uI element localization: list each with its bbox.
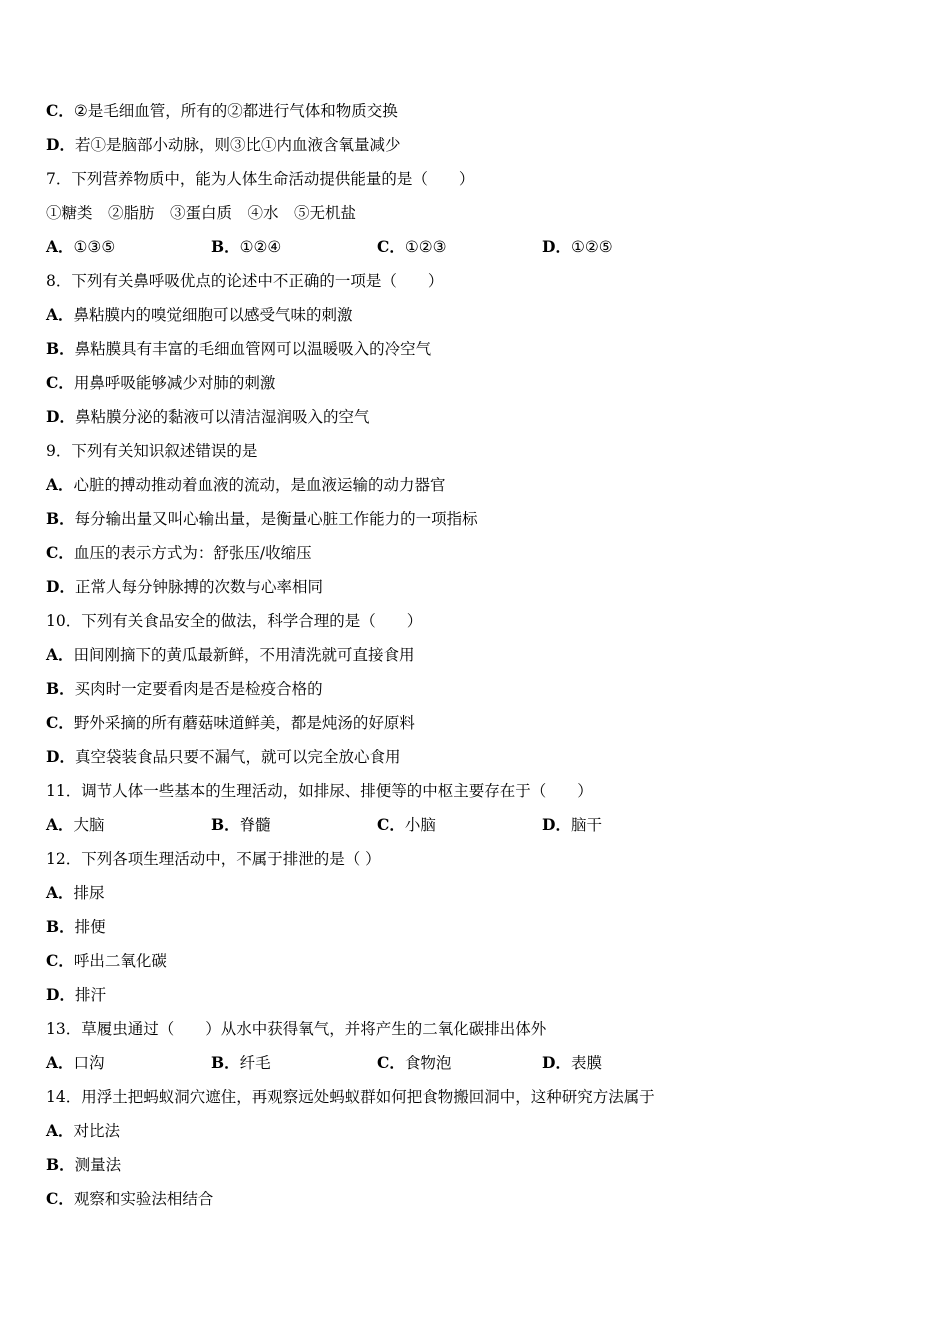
option-text: 大脑 <box>73 816 105 834</box>
option-a <box>46 237 115 257</box>
option-label: C． <box>46 1189 74 1208</box>
answer-option <box>46 101 398 121</box>
line-text: 7．下列营养物质中，能为人体生命活动提供能量的是（ ） <box>46 170 475 188</box>
option-label: B． <box>46 509 75 528</box>
answer-option <box>46 509 478 529</box>
option-row <box>46 815 766 835</box>
line-text: ①糖类 ②脂肪 ③蛋白质 ④水 ⑤无机盐 <box>46 204 357 222</box>
question-text <box>46 1019 546 1039</box>
line-text: 每分输出量又叫心输出量，是衡量心脏工作能力的一项指标 <box>74 510 478 528</box>
line-text: 对比法 <box>73 1122 121 1140</box>
option-label: C． <box>377 1053 405 1072</box>
option-b <box>211 815 271 835</box>
option-text: 表膜 <box>570 1054 602 1072</box>
option-row <box>46 237 766 257</box>
option-b <box>211 1053 271 1073</box>
option-row <box>46 1053 766 1073</box>
option-c <box>377 815 436 835</box>
line-text: 若①是脑部小动脉，则③比①内血液含氧量减少 <box>74 136 401 154</box>
option-label: C． <box>46 373 74 392</box>
question-text <box>46 849 381 869</box>
option-label: C． <box>377 237 405 256</box>
line-text: 鼻粘膜具有丰富的毛细血管网可以温暖吸入的冷空气 <box>74 340 432 358</box>
option-label: C． <box>46 713 74 732</box>
option-c <box>377 1053 451 1073</box>
answer-option <box>46 645 415 665</box>
option-label: D． <box>542 1053 571 1072</box>
option-text: 脊髓 <box>239 816 271 834</box>
option-label: D． <box>46 747 75 766</box>
line-text: 田间刚摘下的黄瓜最新鲜，不用清洗就可直接食用 <box>73 646 415 664</box>
answer-option <box>46 917 106 937</box>
option-text: ①②⑤ <box>570 238 613 256</box>
option-label: D． <box>46 985 75 1004</box>
option-label: C． <box>46 101 74 120</box>
line-text: 14．用浮土把蚂蚁洞穴遮住，再观察远处蚂蚁群如何把食物搬回洞中，这种研究方法属于 <box>46 1088 655 1106</box>
option-text: 纤毛 <box>239 1054 271 1072</box>
option-text: 食物泡 <box>404 1054 452 1072</box>
option-label: C． <box>377 815 405 834</box>
option-label: B． <box>211 815 240 834</box>
question-text <box>46 441 257 461</box>
answer-option <box>46 475 446 495</box>
option-label: B． <box>46 679 75 698</box>
answer-option <box>46 985 106 1005</box>
line-text: 测量法 <box>74 1156 122 1174</box>
answer-option <box>46 407 369 427</box>
line-text: 排汗 <box>74 986 106 1004</box>
question-text <box>46 611 422 631</box>
option-label: A． <box>46 237 74 256</box>
option-text: 口沟 <box>73 1054 105 1072</box>
line-text: 鼻粘膜内的嗅觉细胞可以感受气味的刺激 <box>73 306 353 324</box>
line-text: 正常人每分钟脉搏的次数与心率相同 <box>74 578 323 596</box>
answer-option <box>46 1155 121 1175</box>
option-label: B． <box>46 1155 75 1174</box>
answer-option <box>46 713 415 733</box>
option-label: C． <box>46 543 74 562</box>
line-text: 心脏的搏动推动着血液的流动，是血液运输的动力器官 <box>73 476 446 494</box>
line-text: 11．调节人体一些基本的生理活动，如排尿、排便等的中枢主要存在于（ ） <box>46 782 593 800</box>
line-text: 排便 <box>74 918 106 936</box>
option-label: A． <box>46 475 74 494</box>
answer-option <box>46 135 400 155</box>
line-text: 用鼻呼吸能够减少对肺的刺激 <box>73 374 276 392</box>
option-label: D． <box>542 237 571 256</box>
option-label: A． <box>46 305 74 324</box>
option-text: 脑干 <box>570 816 602 834</box>
option-label: A． <box>46 883 74 902</box>
answer-option <box>46 883 105 903</box>
option-a <box>46 1053 105 1073</box>
line-text: ②是毛细血管，所有的②都进行气体和物质交换 <box>73 102 398 120</box>
answer-option <box>46 305 353 325</box>
line-text: 血压的表示方式为：舒张压/收缩压 <box>73 544 312 562</box>
answer-option <box>46 543 312 563</box>
option-label: A． <box>46 815 74 834</box>
option-text: ①②③ <box>404 238 447 256</box>
line-text: 鼻粘膜分泌的黏液可以清洁湿润吸入的空气 <box>74 408 370 426</box>
answer-option <box>46 1121 120 1141</box>
answer-option <box>46 577 323 597</box>
answer-option <box>46 679 323 699</box>
line-text: 10．下列有关食品安全的做法，科学合理的是（ ） <box>46 612 423 630</box>
line-text: 排尿 <box>73 884 105 902</box>
option-label: D． <box>46 407 75 426</box>
option-label: D． <box>46 135 75 154</box>
answer-option <box>46 951 167 971</box>
line-text: 13．草履虫通过（ ）从水中获得氧气，并将产生的二氧化碳排出体外 <box>46 1020 547 1038</box>
answer-option <box>46 747 400 767</box>
line-text: 9．下列有关知识叙述错误的是 <box>46 442 258 460</box>
option-c <box>377 237 447 257</box>
option-label: B． <box>211 237 240 256</box>
option-label: A． <box>46 1121 74 1140</box>
question-text <box>46 271 443 291</box>
answer-option <box>46 1189 213 1209</box>
option-label: B． <box>211 1053 240 1072</box>
option-label: C． <box>46 951 74 970</box>
question-text <box>46 781 593 801</box>
line-text: 观察和实验法相结合 <box>73 1190 214 1208</box>
option-label: A． <box>46 1053 74 1072</box>
line-text: 12．下列各项生理活动中，不属于排泄的是（ ） <box>46 850 381 868</box>
question-text <box>46 169 474 189</box>
line-text: 呼出二氧化碳 <box>73 952 167 970</box>
option-label: B． <box>46 917 75 936</box>
line-text: 买肉时一定要看肉是否是检疫合格的 <box>74 680 323 698</box>
option-text: ①②④ <box>239 238 282 256</box>
option-d <box>542 815 602 835</box>
answer-option <box>46 339 431 359</box>
line-text: 8．下列有关鼻呼吸优点的论述中不正确的一项是（ ） <box>46 272 444 290</box>
question-text <box>46 203 356 223</box>
option-text: 小脑 <box>404 816 436 834</box>
line-text: 真空袋装食品只要不漏气，就可以完全放心食用 <box>74 748 401 766</box>
option-label: B． <box>46 339 75 358</box>
option-label: D． <box>542 815 571 834</box>
question-text <box>46 1087 655 1107</box>
answer-option <box>46 373 275 393</box>
option-text: ①③⑤ <box>73 238 116 256</box>
option-label: A． <box>46 645 74 664</box>
option-label: D． <box>46 577 75 596</box>
option-a <box>46 815 105 835</box>
line-text: 野外采摘的所有蘑菇味道鲜美，都是炖汤的好原料 <box>73 714 415 732</box>
option-d <box>542 237 613 257</box>
option-d <box>542 1053 602 1073</box>
option-b <box>211 237 281 257</box>
